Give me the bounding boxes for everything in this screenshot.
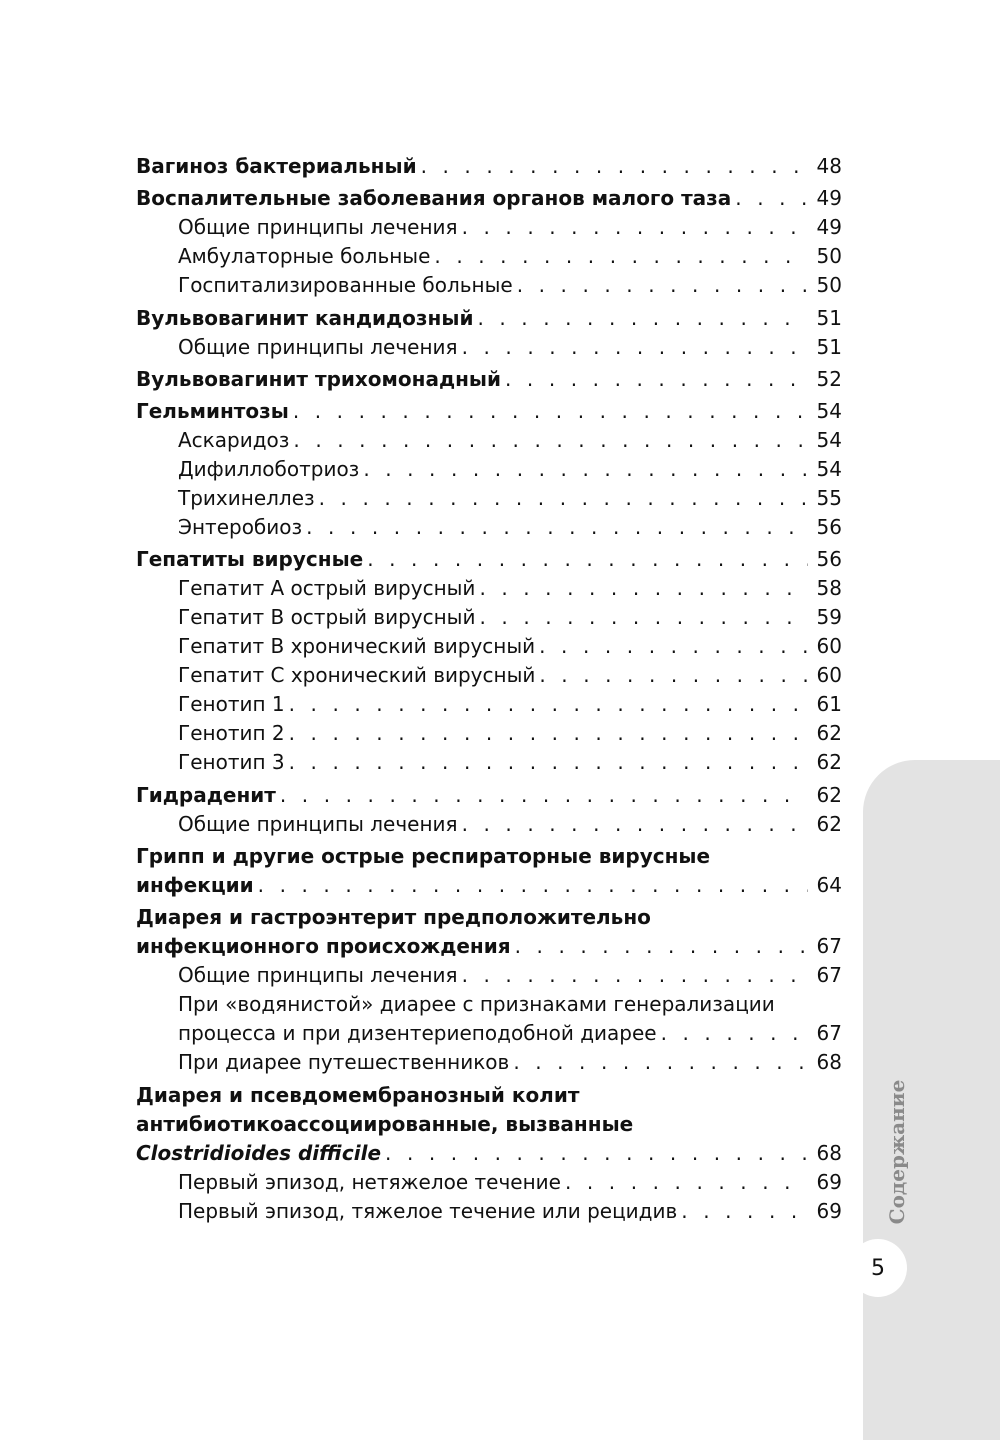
toc-entry-main <box>136 781 842 810</box>
toc-entry-title: Гельминтозы <box>136 399 289 424</box>
toc-entry-page-number: 60 <box>816 663 842 688</box>
toc-entry-main <box>136 545 842 574</box>
toc-entry-line <box>178 574 842 603</box>
dot-leader <box>515 932 808 961</box>
dot-leader <box>565 1168 808 1197</box>
toc-entry-title: Гепатит А острый вирусный <box>178 576 476 601</box>
dot-leader <box>479 603 808 632</box>
toc-entry-sub <box>136 426 842 455</box>
toc-entry-page-number: 54 <box>816 428 842 453</box>
toc-entry-title: Амбулаторные больные <box>178 244 431 269</box>
toc-entry-sub <box>136 690 842 719</box>
toc-entry-line <box>178 426 842 455</box>
toc-entry-sub <box>136 990 842 1048</box>
toc-entry-sub <box>136 333 842 362</box>
dot-leader <box>505 365 808 394</box>
toc-entry-sub <box>136 632 842 661</box>
toc-entry-line <box>178 242 842 271</box>
toc-entry-line <box>136 365 842 394</box>
toc-entry-line <box>136 152 842 181</box>
toc-entry-line <box>136 871 842 900</box>
dot-leader <box>289 719 808 748</box>
toc-entry-main <box>136 184 842 213</box>
toc-entry-sub <box>136 748 842 777</box>
dot-leader <box>289 690 808 719</box>
toc-entry-page-number: 50 <box>816 273 842 298</box>
toc-entry-page-number: 67 <box>816 1021 842 1046</box>
page-number: 5 <box>849 1239 907 1297</box>
toc-entry-sub <box>136 574 842 603</box>
section-label-text: Содержание <box>885 1079 909 1225</box>
dot-leader <box>462 333 808 362</box>
toc-entry-main <box>136 1081 842 1168</box>
toc-entry-title: Гидраденит <box>136 782 276 807</box>
toc-entry-title: Генотип 2 <box>178 721 285 746</box>
dot-leader <box>289 748 808 777</box>
toc-entry-line <box>178 690 842 719</box>
toc-entry-title: Аскаридоз <box>178 428 290 453</box>
toc-entry-title: Гепатит С хронический вирусный <box>178 663 536 688</box>
toc-entry-line <box>178 1048 842 1077</box>
toc-entry-line <box>178 748 842 777</box>
toc-entry-line <box>178 333 842 362</box>
dot-leader <box>462 213 808 242</box>
table-of-contents <box>136 152 842 1226</box>
dot-leader <box>363 455 808 484</box>
toc-entry-sub <box>136 271 842 300</box>
toc-entry-line <box>136 932 842 961</box>
toc-entry-line <box>178 632 842 661</box>
toc-entry-line <box>178 213 842 242</box>
toc-entry-line <box>136 781 842 810</box>
toc-entry-title: Clostridioides difficile <box>136 1140 382 1165</box>
toc-entry-sub <box>136 513 842 542</box>
toc-entry-title: Госпитализированные больные <box>178 273 513 298</box>
toc-entry-main <box>136 842 842 900</box>
toc-entry-page-number: 48 <box>816 154 842 178</box>
toc-entry-title: Общие принципы лечения <box>178 215 458 240</box>
toc-entry-line <box>178 661 842 690</box>
toc-entry-main <box>136 152 842 181</box>
dot-leader <box>462 961 808 990</box>
toc-entry-title: Вульвовагинит трихомонадный <box>136 366 502 391</box>
dot-leader <box>258 871 808 900</box>
dot-leader <box>367 545 808 574</box>
toc-entry-line <box>136 397 842 426</box>
toc-entry-page-number: 55 <box>816 486 842 511</box>
dot-leader <box>539 661 808 690</box>
toc-entry-page-number: 68 <box>816 1050 842 1075</box>
toc-entry-page-number: 56 <box>816 515 842 540</box>
toc-entry-title: инфекции <box>136 873 254 898</box>
toc-entry-page-number: 50 <box>816 244 842 269</box>
toc-entry-line <box>136 1139 842 1168</box>
dot-leader <box>319 484 808 513</box>
toc-entry-page-number: 58 <box>816 576 842 601</box>
toc-entry-sub <box>136 810 842 839</box>
dot-leader <box>280 781 808 810</box>
dot-leader <box>293 426 808 455</box>
toc-entry-title: Первый эпизод, нетяжелое течение <box>178 1169 561 1194</box>
toc-entry-line <box>178 271 842 300</box>
toc-entry-page-number: 68 <box>816 1140 842 1165</box>
toc-entry-page-number: 51 <box>816 334 842 359</box>
toc-entry-page-number: 67 <box>816 963 842 988</box>
toc-entry-sub <box>136 213 842 242</box>
toc-entry-main <box>136 903 842 961</box>
toc-entry-line <box>178 719 842 748</box>
dot-leader <box>517 271 808 300</box>
toc-entry-sub <box>136 242 842 271</box>
toc-entry-title: При диарее путешественников <box>178 1050 510 1075</box>
toc-entry-title: Первый эпизод, тяжелое течение или рецидив <box>178 1198 678 1223</box>
toc-entry-page-number: 67 <box>816 934 842 959</box>
toc-entry-main <box>136 397 842 426</box>
toc-entry-title: Вульвовагинит кандидозный <box>136 305 474 330</box>
toc-entry-page-number: 64 <box>816 873 842 898</box>
toc-entry-page-number: 54 <box>816 399 842 424</box>
toc-entry-title: Воспалительные заболевания органов малого таза <box>136 186 732 211</box>
toc-entry-page-number: 62 <box>816 750 842 775</box>
toc-entry-title: Генотип 3 <box>178 750 285 775</box>
toc-entry-line <box>136 184 842 213</box>
toc-entry-sub <box>136 661 842 690</box>
toc-entry-sub <box>136 961 842 990</box>
toc-entry-title-line: Диарея и псевдомембранозный колит <box>136 1082 580 1107</box>
toc-entry-title: Гепатит В острый вирусный <box>178 605 476 630</box>
toc-entry-title: процесса и при дизентериеподобной диарее <box>178 1021 657 1046</box>
toc-entry-title: Вагиноз бактериальный <box>136 154 417 178</box>
toc-entry-page-number: 62 <box>816 811 842 836</box>
toc-entry-sub <box>136 1197 842 1226</box>
toc-entry-title-line: При «водянистой» диарее с признаками генерализации <box>178 992 775 1017</box>
toc-entry-title: Энтеробиоз <box>178 515 303 540</box>
toc-entry-line <box>136 304 842 333</box>
toc-entry-page-number: 49 <box>816 215 842 240</box>
dot-leader <box>681 1197 808 1226</box>
toc-entry-sub <box>136 484 842 513</box>
toc-entry-title: инфекционного происхождения <box>136 934 511 959</box>
toc-entry-page-number: 69 <box>816 1169 842 1194</box>
toc-entry-title: Общие принципы лечения <box>178 334 458 359</box>
toc-entry-title: Гепатит В хронический вирусный <box>178 634 536 659</box>
toc-entry-line <box>178 810 842 839</box>
toc-entry-main <box>136 304 842 333</box>
dot-leader <box>306 513 808 542</box>
toc-entry-page-number: 62 <box>816 782 842 807</box>
toc-entry-title-line: антибиотикоассоциированные, вызванные <box>136 1111 634 1136</box>
section-label <box>874 1079 920 1225</box>
dot-leader <box>477 304 808 333</box>
dot-leader <box>513 1048 808 1077</box>
toc-entry-page-number: 69 <box>816 1198 842 1223</box>
toc-entry-page-number: 51 <box>816 305 842 330</box>
toc-entry-title-line: Грипп и другие острые респираторные вирусные <box>136 844 711 869</box>
toc-entry-line <box>178 513 842 542</box>
dot-leader <box>421 152 808 181</box>
toc-entry-line <box>178 1168 842 1197</box>
toc-entry-sub <box>136 455 842 484</box>
toc-entry-page-number: 60 <box>816 634 842 659</box>
toc-entry-page-number: 61 <box>816 692 842 717</box>
toc-entry-page-number: 52 <box>816 366 842 391</box>
toc-entry-sub <box>136 603 842 632</box>
toc-entry-page-number: 56 <box>816 547 842 572</box>
toc-entry-line <box>178 603 842 632</box>
toc-entry-line <box>178 484 842 513</box>
toc-entry-line <box>136 545 842 574</box>
toc-entry-title: Гепатиты вирусные <box>136 547 364 572</box>
toc-entry-page-number: 59 <box>816 605 842 630</box>
dot-leader <box>462 810 808 839</box>
toc-entry-line <box>178 1019 842 1048</box>
dot-leader <box>385 1139 808 1168</box>
dot-leader <box>661 1019 808 1048</box>
toc-entry-sub <box>136 1048 842 1077</box>
dot-leader <box>539 632 808 661</box>
dot-leader <box>479 574 808 603</box>
toc-entry-title-line: Диарея и гастроэнтерит предположительно <box>136 905 651 930</box>
toc-entry-line <box>178 1197 842 1226</box>
toc-entry-sub <box>136 1168 842 1197</box>
toc-entry-main <box>136 365 842 394</box>
toc-entry-title: Трихинеллез <box>178 486 315 511</box>
toc-entry-line <box>178 961 842 990</box>
toc-entry-page-number: 49 <box>816 186 842 211</box>
toc-entry-page-number: 54 <box>816 457 842 482</box>
toc-entry-title: Генотип 1 <box>178 692 285 717</box>
dot-leader <box>293 397 808 426</box>
toc-entry-line <box>178 455 842 484</box>
toc-entry-title: Дифиллоботриоз <box>178 457 360 482</box>
toc-entry-sub <box>136 719 842 748</box>
toc-entry-title: Общие принципы лечения <box>178 963 458 988</box>
dot-leader <box>735 184 808 213</box>
toc-entry-page-number: 62 <box>816 721 842 746</box>
dot-leader <box>434 242 808 271</box>
toc-entry-title: Общие принципы лечения <box>178 811 458 836</box>
